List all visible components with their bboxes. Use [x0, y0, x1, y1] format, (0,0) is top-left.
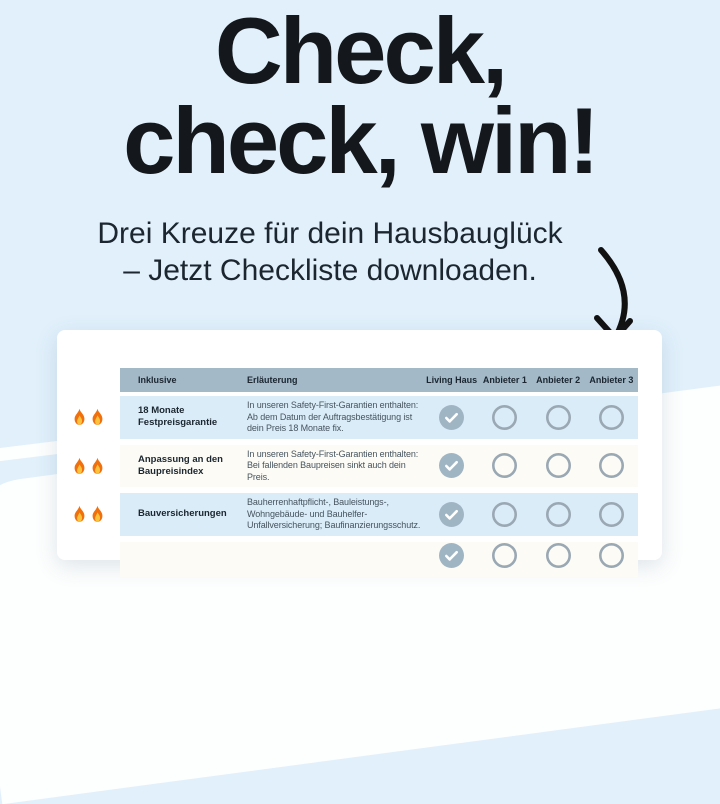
table-row [57, 445, 662, 488]
row-description: Bauherrenhaftpflicht-, Bauleistungs-, Wohngebäude- und Bauhelfer-Unfallversicherung; Baufinanzierungsschutz. [247, 497, 421, 530]
empty-circle-icon [599, 453, 624, 478]
check-circle[interactable] [599, 502, 624, 527]
check-circle[interactable] [439, 543, 464, 568]
row-name: Bauversicherungen [138, 508, 227, 520]
checked-circle-icon [439, 405, 464, 430]
check-circle[interactable] [599, 453, 624, 478]
row-flames [57, 445, 120, 488]
row-flames [57, 396, 120, 439]
flame-icon [90, 408, 105, 426]
column-header-living-haus: Living Haus [426, 375, 478, 385]
row-body [120, 396, 638, 439]
table-row [57, 542, 662, 577]
subtitle-line-1: Drei Kreuze für dein Hausbauglück [97, 217, 563, 250]
empty-circle-icon [599, 543, 624, 568]
table-row [57, 493, 662, 536]
check-circle[interactable] [599, 405, 624, 430]
check-circle[interactable] [492, 502, 517, 527]
flame-icon [90, 505, 105, 523]
subtitle-line-2: – Jetzt Checkliste downloaden. [123, 254, 537, 287]
column-header-erlaeuterung: Erläuterung [247, 375, 298, 385]
flame-icon [72, 505, 87, 523]
row-description: In unseren Safety-First-Garantien enthalten: Ab dem Datum der Auftragsbestätigung ist dein Preis 18 Monate fix. [247, 400, 419, 433]
empty-circle-icon [492, 453, 517, 478]
title-line-1: Check, [214, 0, 506, 103]
checked-circle-icon [439, 543, 464, 568]
check-circle[interactable] [599, 543, 624, 568]
empty-circle-icon [546, 405, 571, 430]
check-circle[interactable] [492, 453, 517, 478]
empty-circle-icon [492, 405, 517, 430]
check-circle[interactable] [439, 502, 464, 527]
column-header-anbieter-1: Anbieter 1 [482, 375, 527, 385]
checked-circle-icon [439, 502, 464, 527]
row-flames [57, 542, 120, 577]
row-description: In unseren Safety-First-Garantien enthalten: Bei fallenden Baupreisen sinkt auch dein Preis. [247, 448, 419, 482]
check-circle[interactable] [546, 453, 571, 478]
check-circle[interactable] [492, 543, 517, 568]
empty-circle-icon [546, 502, 571, 527]
checked-circle-icon [439, 453, 464, 478]
check-circle[interactable] [439, 405, 464, 430]
checklist-card [57, 330, 662, 560]
column-header-inklusive: Inklusive [138, 375, 177, 385]
flame-icon [72, 457, 87, 475]
empty-circle-icon [599, 405, 624, 430]
column-header-anbieter-2: Anbieter 2 [536, 375, 581, 385]
check-circle[interactable] [492, 405, 517, 430]
empty-circle-icon [546, 543, 571, 568]
row-body [120, 445, 638, 488]
check-circle[interactable] [546, 502, 571, 527]
row-body [120, 493, 638, 536]
comparison-table [57, 368, 662, 577]
check-circle[interactable] [546, 405, 571, 430]
empty-circle-icon [599, 502, 624, 527]
empty-circle-icon [492, 543, 517, 568]
empty-circle-icon [546, 453, 571, 478]
page-subtitle [0, 215, 660, 289]
flame-icon [90, 457, 105, 475]
check-circle[interactable] [546, 543, 571, 568]
empty-circle-icon [492, 502, 517, 527]
table-header-row [120, 368, 638, 392]
check-circle[interactable] [439, 453, 464, 478]
table-rows [57, 396, 662, 577]
table-row [57, 396, 662, 439]
flame-icon [72, 408, 87, 426]
row-body [120, 542, 638, 577]
title-line-2: check, win! [123, 88, 597, 193]
row-flames [57, 493, 120, 536]
row-name: 18 Monate Festpreisgarantie [138, 405, 218, 429]
row-name: Anpassung an den Baupreisindex [138, 453, 223, 477]
page-title [0, 0, 720, 193]
column-header-anbieter-3: Anbieter 3 [589, 375, 634, 385]
